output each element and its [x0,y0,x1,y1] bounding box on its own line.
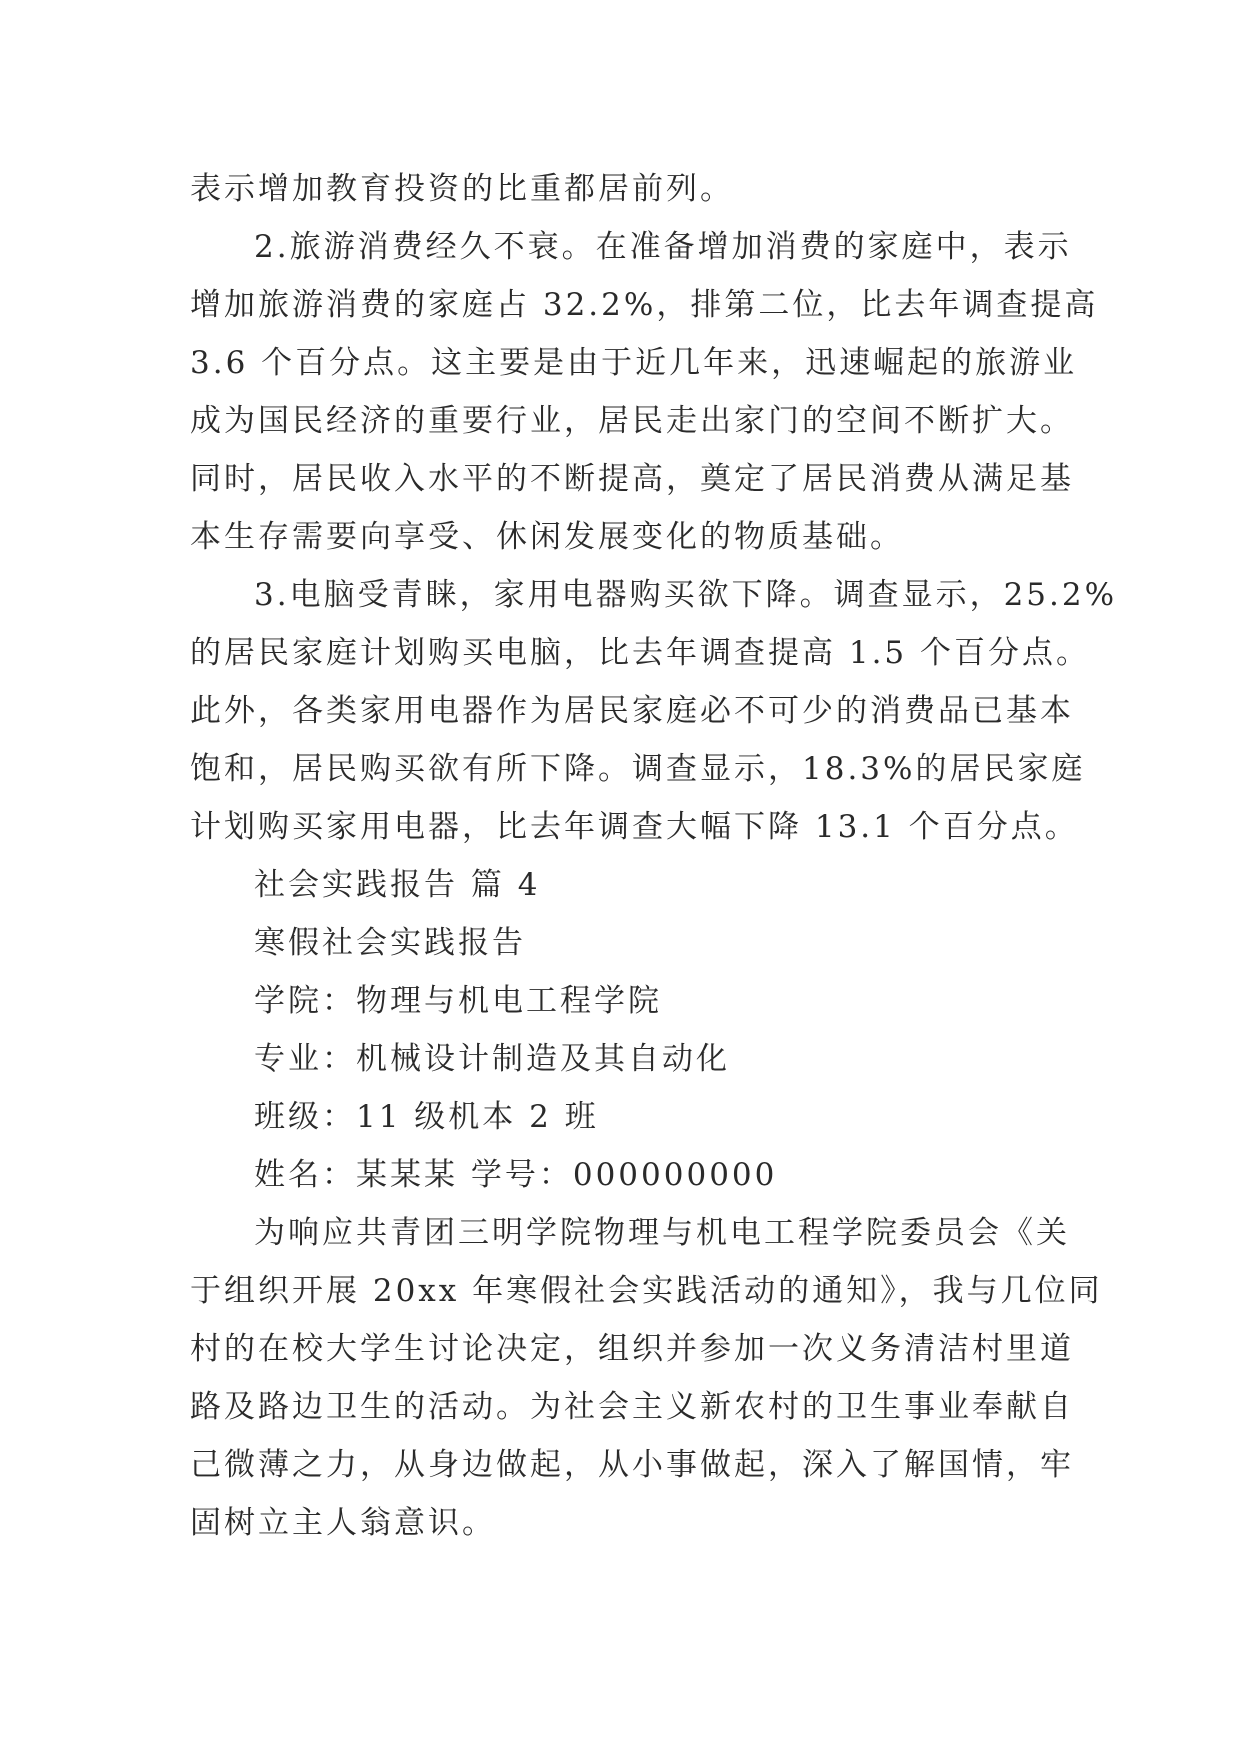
text-line: 3.6 个百分点。这主要是由于近几年来，迅速崛起的旅游业 [190,345,1078,381]
text-line: 的居民家庭计划购买电脑，比去年调查提高 1.5 个百分点。 [190,635,1091,671]
text-line: 路及路边卫生的活动。为社会主义新农村的卫生事业奉献自 [190,1389,1074,1425]
text-line: 本生存需要向享受、休闲发展变化的物质基础。 [190,519,904,555]
college-line: 学院：物理与机电工程学院 [254,983,662,1019]
document-page [190,160,1118,1552]
text-line: 固树立主人翁意识。 [190,1505,496,1541]
text-line: 于组织开展 20xx 年寒假社会实践活动的通知》，我与几位同 [190,1273,1103,1309]
major-line: 专业：机械设计制造及其自动化 [254,1041,730,1077]
text-line: 饱和，居民购买欲有所下降。调查显示，18.3%的居民家庭 [190,751,1086,787]
text-line: 计划购买家用电器，比去年调查大幅下降 13.1 个百分点。 [190,809,1079,845]
text-line: 村的在校大学生讨论决定，组织并参加一次义务清洁村里道 [190,1331,1074,1367]
name-id-line: 姓名：某某某 学号：000000000 [254,1157,778,1193]
text-line: 表示增加教育投资的比重都居前列。 [190,171,734,207]
text-line: 2.旅游消费经久不衰。在准备增加消费的家庭中，表示 [254,229,1072,265]
text-line: 成为国民经济的重要行业，居民走出家门的空间不断扩大。 [190,403,1074,439]
section-heading: 社会实践报告 篇 4 [254,867,541,903]
text-line: 增加旅游消费的家庭占 32.2%，排第二位，比去年调查提高 [190,287,1099,323]
text-line: 3.电脑受青睐，家用电器购买欲下降。调查显示，25.2% [254,577,1118,613]
text-line: 同时，居民收入水平的不断提高，奠定了居民消费从满足基 [190,461,1074,497]
text-line: 为响应共青团三明学院物理与机电工程学院委员会《关 [254,1215,1070,1251]
report-title: 寒假社会实践报告 [254,925,526,961]
text-line: 己微薄之力，从身边做起，从小事做起，深入了解国情，牢 [190,1447,1074,1483]
text-line: 此外，各类家用电器作为居民家庭必不可少的消费品已基本 [190,693,1074,729]
class-line: 班级：11 级机本 2 班 [254,1099,599,1135]
